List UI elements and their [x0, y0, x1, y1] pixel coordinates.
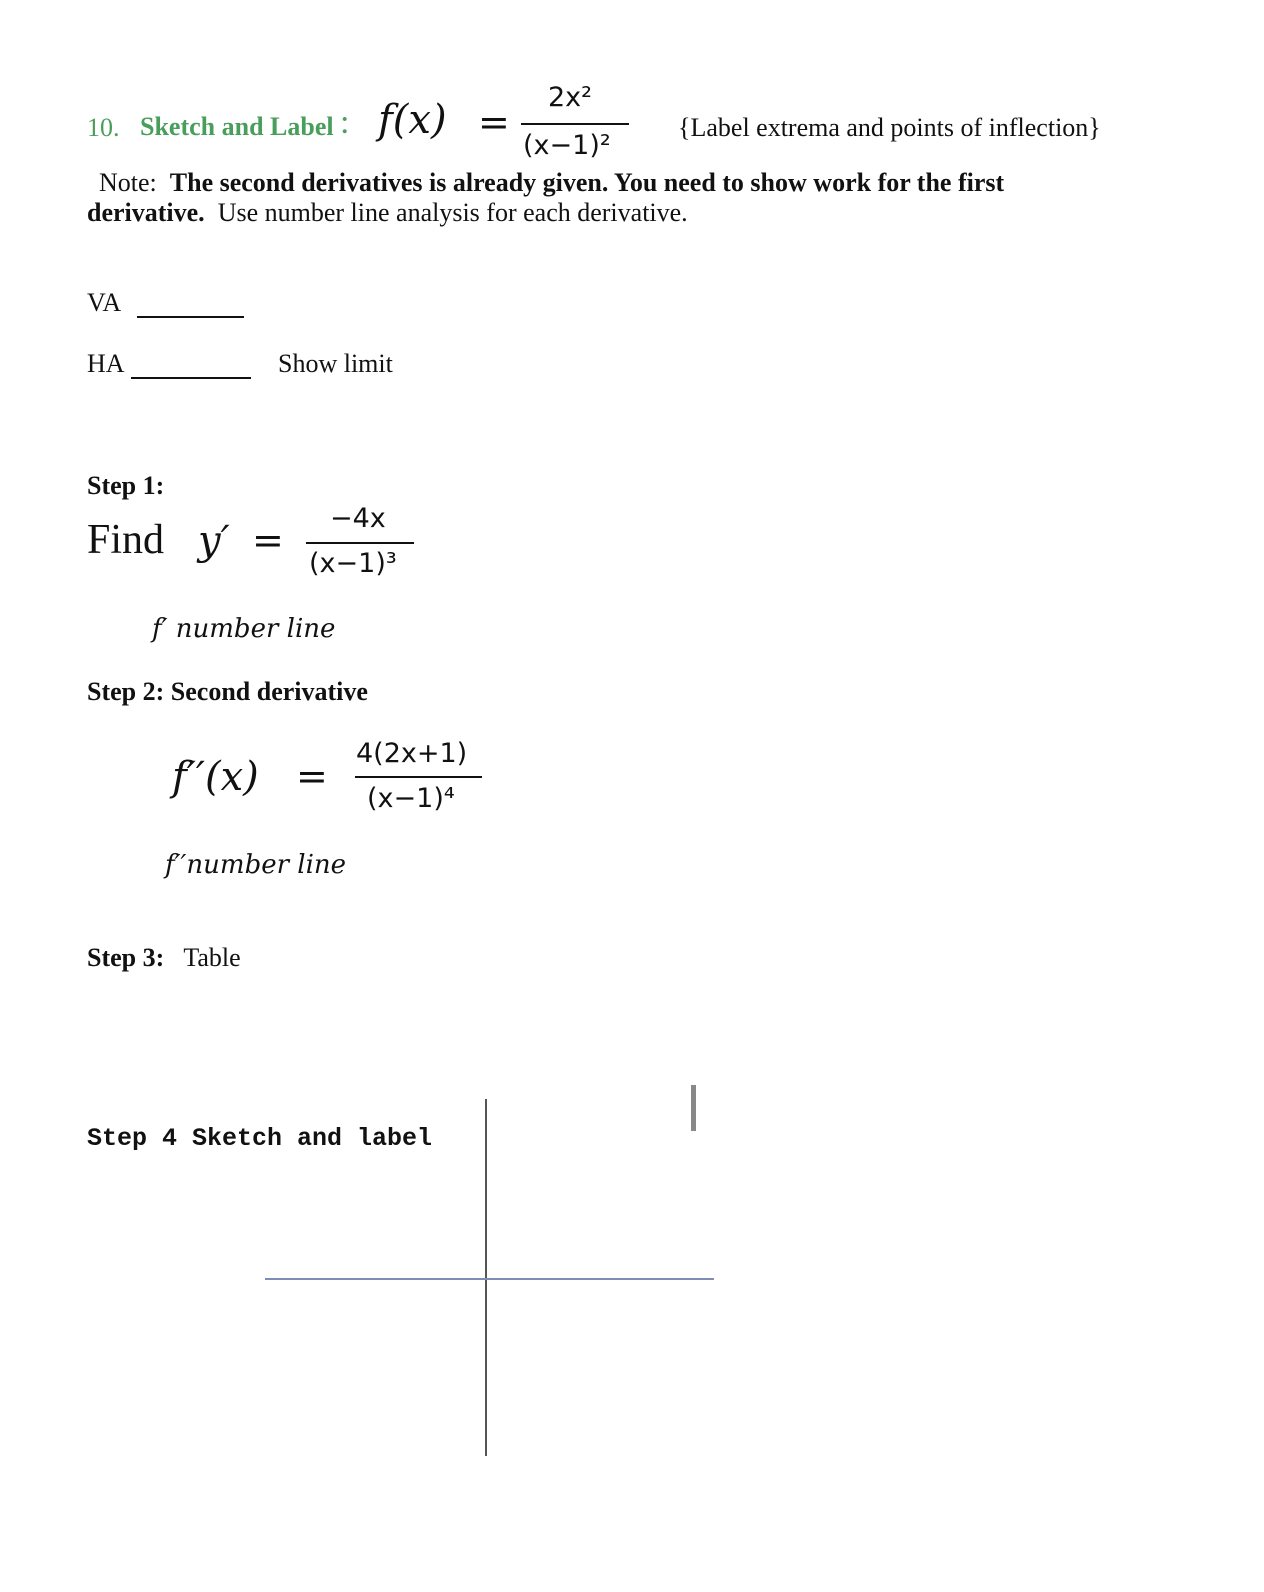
- note-plain-line-2: Use number line analysis for each derivative.: [217, 198, 688, 227]
- step1-numerator: −4x: [330, 503, 386, 534]
- step2-heading: [87, 677, 368, 707]
- note-bold-line-2: derivative.: [87, 198, 205, 227]
- step2-derivative-lhs: f′′(x): [172, 754, 259, 800]
- step3-heading-label: Step 3:: [87, 943, 165, 972]
- step1-equals: =: [252, 518, 284, 562]
- function-fraction-bar: [521, 123, 629, 125]
- step1-fraction-bar: [306, 542, 414, 544]
- note-line-2: [87, 198, 688, 228]
- step1-derivative-lhs: y′: [198, 518, 230, 564]
- function-lhs: f(x): [378, 97, 447, 143]
- note-bold-line-1: The second derivatives is already given. You need to show work for the first: [169, 168, 1005, 197]
- step3-heading: [87, 943, 241, 973]
- problem-title-colon: :: [340, 104, 350, 141]
- function-equals: =: [478, 100, 510, 144]
- step3-table-label: Table: [183, 943, 241, 972]
- step2-fraction-bar: [355, 776, 482, 778]
- step2-numerator: 4(2x+1): [356, 738, 468, 769]
- second-derivative-number-line-label: f′′number line: [165, 850, 347, 880]
- ha-label: HA: [87, 349, 125, 378]
- note-prefix: Note:: [99, 168, 157, 197]
- step2-heading-rest: : Second derivative: [155, 677, 368, 706]
- step2-denominator: (x−1)⁴: [367, 783, 455, 814]
- note-line-1: [99, 168, 1004, 198]
- va-answer-blank[interactable]: [137, 316, 244, 318]
- step2-heading-step: Step 2: [87, 677, 156, 706]
- va-label: VA: [87, 288, 122, 317]
- problem-number: 10.: [87, 113, 120, 142]
- show-limit-label: Show limit: [278, 349, 393, 378]
- step1-find-label: Find: [87, 517, 165, 563]
- function-numerator: 2x²: [548, 82, 592, 113]
- function-denominator: (x−1)²: [523, 130, 611, 161]
- first-derivative-number-line-label: f′ number line: [152, 614, 336, 644]
- ha-answer-blank[interactable]: [131, 377, 251, 379]
- problem-instruction: {Label extrema and points of inflection}: [678, 113, 1101, 142]
- step2-equals: =: [296, 754, 328, 798]
- text-cursor-mark: [691, 1085, 696, 1131]
- problem-title: Sketch and Label: [140, 112, 334, 141]
- step4-heading: Step 4 Sketch and label: [87, 1124, 433, 1153]
- step1-heading: Step 1:: [87, 471, 165, 500]
- sketch-x-axis: [265, 1278, 714, 1280]
- step1-denominator: (x−1)³: [309, 548, 397, 579]
